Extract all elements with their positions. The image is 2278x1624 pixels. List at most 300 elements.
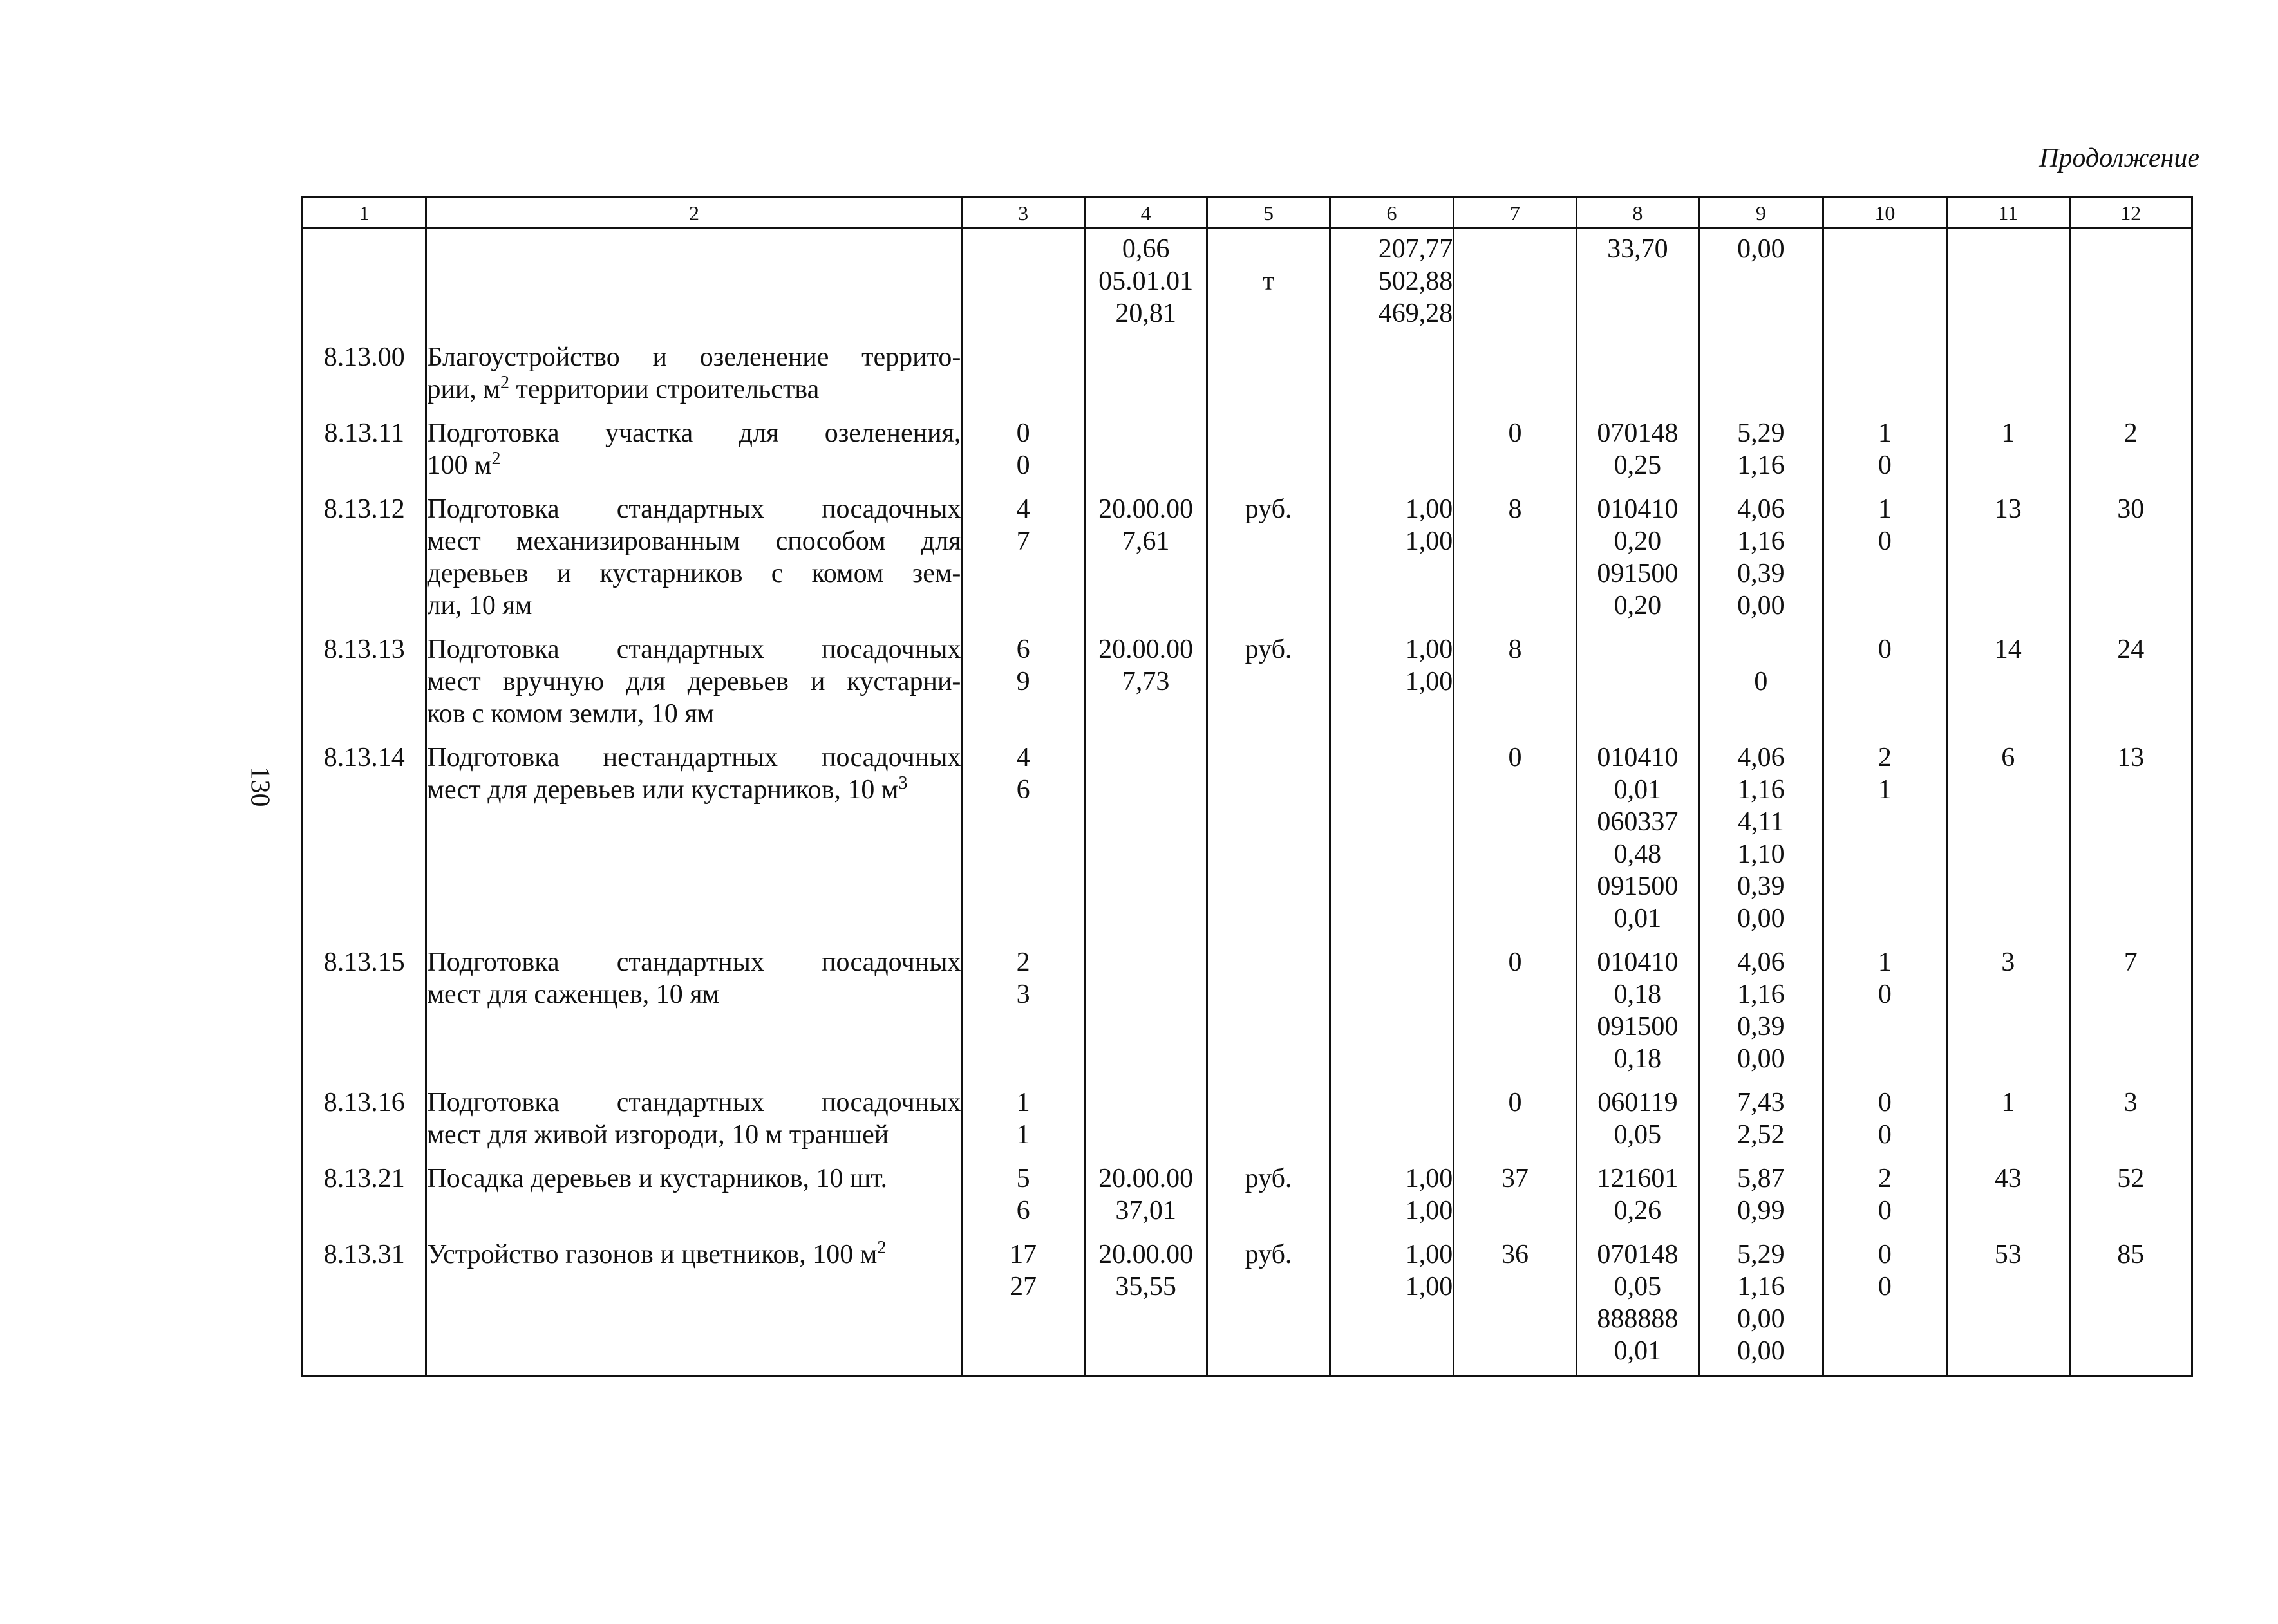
cell-col-7 [1454,738,1576,942]
cell-value: 36 [1501,1240,1529,1269]
cell-value: 0,00 [1737,591,1785,621]
description-line: Посадка деревьев и кустарников, 10 шт. [427,1164,888,1193]
cell-col-8 [1576,489,1699,630]
cell-value: т [1262,266,1275,296]
description-line: Подготовка участка для озеленения, [427,418,961,448]
cell-value: 20.00.00 [1098,494,1194,524]
cell-value: 5,29 [1737,1240,1785,1269]
cell-col-7 [1454,413,1576,489]
cell-value: 0,05 [1614,1120,1662,1150]
cell-value: 5,87 [1737,1164,1785,1193]
cell-value: 9 [1016,667,1030,696]
cell-value: 0 [1878,1240,1892,1269]
cell-value: 6 [1016,635,1030,664]
cell-value: 43 [1994,1164,2022,1193]
cell-value: 010410 [1597,743,1679,772]
cell-value: 060119 [1597,1088,1678,1117]
cell-value: 13 [2117,743,2145,772]
cell-value: 0 [1878,1272,1892,1302]
cell-col-11 [1947,630,2069,738]
cell-value: 0 [1878,1120,1892,1150]
cell-value: 5,29 [1737,418,1785,448]
description-line: мест для живой изгороди, 10 м траншей [427,1120,889,1150]
cell-value: руб. [1245,1240,1292,1269]
cell-col-9 [1699,413,1823,489]
cell-value: 05.01.01 [1098,266,1194,296]
cell-col-10 [1823,1083,1946,1159]
row-code [303,413,426,489]
cell-col-3 [962,1235,1084,1376]
cell-col-6 [1330,1083,1453,1159]
cell-col-11 [1947,1083,2069,1159]
description-line: мест для саженцев, 10 ям [427,980,720,1009]
column-header: 11 [1947,197,2069,229]
column-header: 8 [1576,197,1699,229]
cell-col-4 [1084,1159,1207,1235]
row-description [426,630,962,738]
cell-value: 1,00 [1405,527,1453,556]
cell-col-3 [962,337,1084,413]
cell-col-10 [1823,413,1946,489]
cell-value: 0 [1878,1196,1892,1226]
cell-col-10 [1823,337,1946,413]
cell-col-7 [1454,1159,1576,1235]
cell-col-10 [1823,489,1946,630]
cell-col-8 [1576,630,1699,738]
cell-col-4 [1084,942,1207,1083]
description-line: мест механизированным способом для [427,527,961,556]
cell-value: 4 [1016,743,1030,772]
table-row [303,1083,2192,1159]
cell-col-7 [1454,1083,1576,1159]
cell-col-12 [2069,738,2192,942]
description-line: 100 $м^2$ [427,449,501,480]
column-header: 2 [426,197,962,229]
cell-value: 20.00.00 [1098,1240,1194,1269]
cell-value: 20,81 [1115,299,1176,328]
cell-col-9 [1699,337,1823,413]
cell-value: 52 [2117,1164,2145,1193]
cell-col-3 [962,1159,1084,1235]
row-code [303,738,426,942]
table-row [303,1159,2192,1235]
cell-value: 0,25 [1614,451,1662,480]
cell-value: 2,52 [1737,1120,1785,1150]
row-code-text [303,233,425,265]
cell-col-6 [1330,942,1453,1083]
cell-value: 1,16 [1737,980,1785,1009]
cell-col-10 [1823,738,1946,942]
cell-value: 1 [1016,1088,1030,1117]
cell-col-12 [2069,489,2192,630]
description-line: рии, $м^2$ территории строительства [427,373,820,404]
cell-value [1208,233,1328,265]
description-line: Подготовка стандартных посадочных [427,635,961,664]
cell-col-5 [1207,413,1330,489]
cell-value: руб. [1245,1164,1292,1193]
row-code-text: 8.13.21 [323,1164,405,1193]
cell-col-3 [962,229,1084,338]
cell-value: 30 [2117,494,2145,524]
cell-value: 85 [2117,1240,2145,1269]
cell-col-8 [1576,1159,1699,1235]
cell-value: 0,00 [1737,1044,1785,1074]
row-description [426,337,962,413]
cell-col-5 [1207,738,1330,942]
cell-value: 888888 [1597,1304,1679,1334]
cell-value: 0,18 [1614,980,1662,1009]
cell-value: 070148 [1597,418,1679,448]
cell-value: 1 [2001,418,2015,448]
cell-col-5 [1207,489,1330,630]
table-row [303,942,2192,1083]
cell-value: 0,05 [1614,1272,1662,1302]
row-code [303,1235,426,1376]
description-line: ков с комом земли, 10 ям [427,699,715,729]
row-code-text: 8.13.15 [323,947,405,977]
row-description [426,1083,962,1159]
row-code [303,630,426,738]
cell-col-7 [1454,942,1576,1083]
cell-value: 0,20 [1614,591,1662,621]
cell-col-4 [1084,337,1207,413]
description-line: мест вручную для деревьев и кустарни- [427,667,961,696]
description-line: ли, 10 ям [427,591,532,621]
cell-value: 1,00 [1405,1240,1453,1269]
cell-col-8 [1576,337,1699,413]
cell-value: 502,88 [1378,266,1453,296]
cell-col-5 [1207,1083,1330,1159]
cell-value: 0,00 [1737,234,1785,264]
cell-value: 0,39 [1737,872,1785,901]
cell-value: 1,00 [1405,667,1453,696]
cell-col-8 [1576,1235,1699,1376]
cell-col-7 [1454,630,1576,738]
description-line: Устройство газонов и цветников, 100 $м^2$ [427,1238,887,1269]
row-code [303,229,426,338]
table-row [303,229,2192,338]
row-code-text: 8.13.31 [323,1240,405,1269]
cell-col-4 [1084,413,1207,489]
continuation-label: Продолжение [2039,144,2199,173]
cell-value: 0,39 [1737,1012,1785,1041]
column-header: 7 [1454,197,1576,229]
cell-value: 1,00 [1405,635,1453,664]
cell-value [1700,633,1821,666]
cell-col-12 [2069,413,2192,489]
cell-col-12 [2069,229,2192,338]
cell-col-11 [1947,337,2069,413]
cell-col-7 [1454,1235,1576,1376]
cell-value: 17 [1010,1240,1037,1269]
row-description [426,942,962,1083]
table-row [303,630,2192,738]
cell-value: руб. [1245,494,1292,524]
cell-col-12 [2069,1235,2192,1376]
row-code [303,489,426,630]
cell-value: 53 [1994,1240,2022,1269]
row-code [303,942,426,1083]
cell-value: 3 [1016,980,1030,1009]
cell-value: 0,48 [1614,839,1662,869]
cell-value: 121601 [1597,1164,1679,1193]
row-description [426,1235,962,1376]
cell-value: 1,16 [1737,1272,1785,1302]
row-description [426,229,962,338]
cell-value: 0,26 [1614,1196,1662,1226]
cell-value: 0,01 [1614,1336,1662,1366]
cell-value: 0 [1016,418,1030,448]
cell-value: 091500 [1597,559,1679,588]
cell-value: 7,61 [1122,527,1170,556]
cell-col-12 [2069,1159,2192,1235]
cell-value: 7,73 [1122,667,1170,696]
row-description [426,738,962,942]
data-table [301,196,2193,1377]
column-header: 9 [1699,197,1823,229]
cell-value: 1 [1878,418,1892,448]
cell-col-9 [1699,489,1823,630]
row-code [303,1083,426,1159]
cell-value: 27 [1010,1272,1037,1302]
cell-value: 35,55 [1115,1272,1176,1302]
row-code-text: 8.13.11 [324,418,404,448]
cell-value: 0 [1508,947,1522,977]
cell-value: 8 [1508,494,1522,524]
table-row [303,413,2192,489]
cell-value: 7 [2123,947,2138,977]
cell-value: 24 [2117,635,2145,664]
row-code-text: 8.13.13 [323,635,405,664]
cell-col-6 [1330,229,1453,338]
cell-value: 7,43 [1737,1088,1785,1117]
cell-col-5 [1207,1159,1330,1235]
cell-value: 1 [1878,775,1892,805]
cell-value: 0,39 [1737,559,1785,588]
table-body [303,229,2192,1376]
description-line: Подготовка стандартных посадочных [427,947,961,977]
cell-value: 0 [1878,980,1892,1009]
cell-col-11 [1947,1235,2069,1376]
cell-col-9 [1699,229,1823,338]
cell-value: 070148 [1597,1240,1679,1269]
cell-value: 7 [1016,527,1030,556]
column-header: 6 [1330,197,1453,229]
table-row [303,489,2192,630]
cell-value: 1,00 [1405,1272,1453,1302]
cell-col-3 [962,738,1084,942]
column-number-header [303,197,2192,229]
cell-value: 1 [1016,1120,1030,1150]
cell-value: 8 [1508,635,1522,664]
cell-col-12 [2069,337,2192,413]
cell-col-7 [1454,337,1576,413]
cell-value: 2 [1016,947,1030,977]
cell-value: 0,00 [1737,904,1785,933]
cell-col-3 [962,630,1084,738]
cell-col-6 [1330,337,1453,413]
cell-col-12 [2069,942,2192,1083]
cell-col-6 [1330,413,1453,489]
column-header: 10 [1823,197,1946,229]
cell-value: 0 [1878,451,1892,480]
cell-col-5 [1207,229,1330,338]
cell-value: 060337 [1597,807,1679,837]
column-header: 1 [303,197,426,229]
cell-value: 1 [2001,1088,2015,1117]
cell-value: 4 [1016,494,1030,524]
cell-value: 2 [2123,418,2138,448]
cell-col-6 [1330,738,1453,942]
row-code-text: 8.13.00 [323,342,405,372]
cell-value: 3 [2001,947,2015,977]
cell-col-11 [1947,738,2069,942]
row-code [303,337,426,413]
row-code-text: 8.13.16 [323,1088,405,1117]
cell-col-9 [1699,1235,1823,1376]
cell-col-10 [1823,942,1946,1083]
row-code [303,1159,426,1235]
cell-col-8 [1576,413,1699,489]
cell-value: 4,06 [1737,947,1785,977]
cell-value: 6 [2001,743,2015,772]
cell-value: 1,16 [1737,527,1785,556]
cell-value: 6 [1016,775,1030,805]
cell-col-9 [1699,942,1823,1083]
cell-value: 010410 [1597,494,1679,524]
cell-col-5 [1207,630,1330,738]
cell-col-10 [1823,229,1946,338]
cell-value: 0,01 [1614,775,1662,805]
cell-col-4 [1084,489,1207,630]
cell-col-4 [1084,1235,1207,1376]
column-header: 3 [962,197,1084,229]
cell-value: 1,00 [1405,1196,1453,1226]
cell-value: 2 [1878,1164,1892,1193]
description-line: мест для деревьев или кустарников, 10 $м^3$ [427,773,908,805]
cell-col-9 [1699,630,1823,738]
cell-value: 0,99 [1737,1196,1785,1226]
cell-value: 1 [1878,947,1892,977]
cell-col-3 [962,413,1084,489]
cell-value: 6 [1016,1196,1030,1226]
cell-value: 20.00.00 [1098,635,1194,664]
cell-col-12 [2069,630,2192,738]
cell-value: 3 [2123,1088,2138,1117]
cell-value: 0,00 [1737,1336,1785,1366]
cell-value: 091500 [1597,872,1679,901]
cell-col-4 [1084,1083,1207,1159]
row-code-text: 8.13.12 [323,494,405,524]
cell-col-4 [1084,630,1207,738]
column-header: 12 [2069,197,2192,229]
cell-value: 14 [1994,635,2022,664]
cell-col-11 [1947,413,2069,489]
cell-col-11 [1947,229,2069,338]
cell-value: 20.00.00 [1098,1164,1194,1193]
cell-col-3 [962,942,1084,1083]
cell-col-9 [1699,1083,1823,1159]
cell-col-3 [962,489,1084,630]
cell-col-11 [1947,1159,2069,1235]
cell-value: 0,00 [1737,1304,1785,1334]
cell-value: 1,16 [1737,775,1785,805]
cell-value: 37,01 [1115,1196,1176,1226]
cell-value: 091500 [1597,1012,1679,1041]
cell-col-4 [1084,229,1207,338]
cell-value: 1,10 [1737,839,1785,869]
cell-value: 4,06 [1737,743,1785,772]
cell-col-6 [1330,630,1453,738]
description-line: Подготовка стандартных посадочных [427,1088,961,1117]
row-description [426,413,962,489]
cell-col-10 [1823,1159,1946,1235]
description-line: деревьев и кустарников с комом зем- [427,559,961,588]
cell-value: 0 [1878,1088,1892,1117]
page-number: 130 [245,766,275,807]
table-row [303,337,2192,413]
cell-value: 010410 [1597,947,1679,977]
cell-col-4 [1084,738,1207,942]
cell-value: руб. [1245,635,1292,664]
cell-value: 4,11 [1737,807,1784,837]
cell-col-5 [1207,942,1330,1083]
cell-value: 4,06 [1737,494,1785,524]
cell-value: 0 [1878,635,1892,664]
column-header: 5 [1207,197,1330,229]
cell-value: 0 [1016,451,1030,480]
cell-value: 0,18 [1614,1044,1662,1074]
cell-value: 2 [1878,743,1892,772]
cell-col-5 [1207,1235,1330,1376]
cell-value: 1,00 [1405,494,1453,524]
cell-col-3 [962,1083,1084,1159]
description-line: Подготовка нестандартных посадочных [427,743,961,772]
cell-col-6 [1330,489,1453,630]
cell-value: 13 [1994,494,2022,524]
cell-value: 1,16 [1737,451,1785,480]
cell-col-12 [2069,1083,2192,1159]
cell-value: 1 [1878,494,1892,524]
cell-value: 33,70 [1607,234,1668,264]
cell-value: 0 [1878,527,1892,556]
cell-value: 0 [1508,743,1522,772]
cell-value: 0 [1754,667,1768,696]
cell-col-9 [1699,738,1823,942]
cell-col-6 [1330,1159,1453,1235]
cell-value: 0,20 [1614,527,1662,556]
cell-value: 0,01 [1614,904,1662,933]
table-row [303,738,2192,942]
cell-col-9 [1699,1159,1823,1235]
row-description [426,489,962,630]
cell-col-10 [1823,630,1946,738]
cell-value: 469,28 [1378,299,1453,328]
cell-col-8 [1576,942,1699,1083]
cell-value: 207,77 [1378,234,1453,264]
cell-value: 0 [1508,418,1522,448]
table-row [303,1235,2192,1376]
cell-col-5 [1207,337,1330,413]
cell-col-8 [1576,229,1699,338]
cell-col-6 [1330,1235,1453,1376]
row-code-text: 8.13.14 [323,743,405,772]
description-line: Подготовка стандартных посадочных [427,494,961,524]
cell-col-7 [1454,229,1576,338]
cell-value: 5 [1016,1164,1030,1193]
column-header: 4 [1084,197,1207,229]
cell-value: 0 [1508,1088,1522,1117]
